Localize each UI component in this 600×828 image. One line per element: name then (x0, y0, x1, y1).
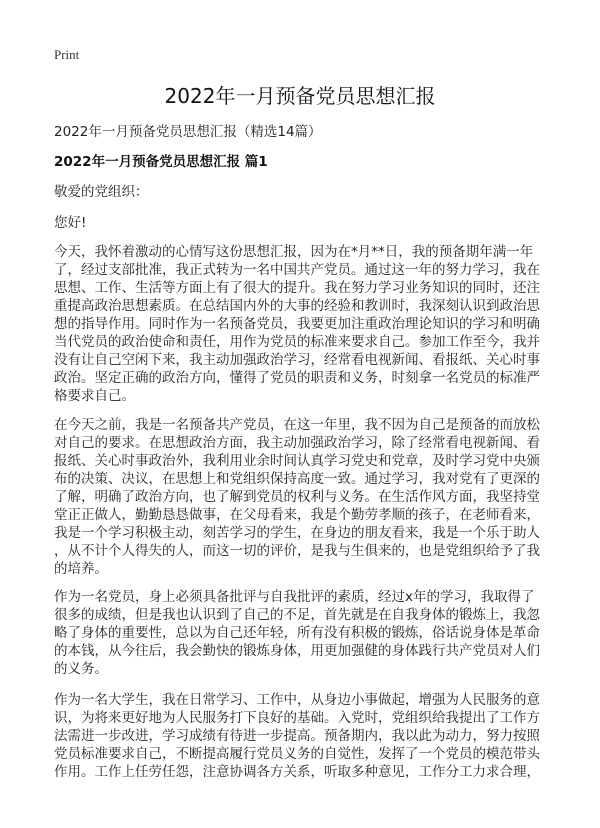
paragraph-line: 作用。工作上任劳任怨，注意协调各方关系，听取多种意见，工作分工力求合理， (54, 764, 540, 780)
paragraph-line: 党员标准要求自己，不断提高履行党员义务的自觉性，发挥了一个党员的模范带头 (54, 746, 540, 762)
paragraph-line: 堂正正做人，勤勤恳恳做事，在父母看来，我是个勤劳孝顺的孩子，在老师看来， (54, 507, 540, 523)
paragraph-line: 思想、工作、生活等方面上有了很大的提升。我在努力学习业务知识的同时，还注 (54, 280, 540, 296)
paragraph-line: 法需进一步改进，学习成绩有待进一步提高。预备期内，我以此为动力，努力按照 (54, 728, 540, 744)
paragraph-line: 在今天之前，我是一名预备共产党员，在这一年里，我不因为自己是预备的而放松 (54, 417, 540, 433)
paragraph-line: 了，经过支部批准，我正式转为一名中国共产党员。通过这一年的努力学习，我在 (54, 262, 540, 278)
paragraph-line: 格要求自己。 (54, 388, 135, 404)
paragraph-3 (54, 588, 540, 678)
paragraph-line: 很多的成绩，但是我也认识到了自己的不足，首先就是在自我身体的锻炼上，我忽 (54, 607, 540, 623)
paragraph-line: 政治。坚定正确的政治方向，懂得了党员的职责和义务，时刻拿一名党员的标准严 (54, 370, 540, 386)
paragraph-line: 布的决策、决议，在思想上和党组织保持高度一致。通过学习，我对党有了更深的 (54, 471, 540, 487)
paragraph-line: 当代党员的政治使命和责任，用作为党员的标准来要求自己。参加工作至今，我并 (54, 334, 540, 350)
section-heading: 2022年一月预备党员思想汇报 篇1 (54, 154, 268, 170)
paragraph-line: 的培养。 (54, 561, 108, 577)
salutation: 敬爱的党组织： (54, 184, 149, 200)
paragraph-line: 的本钱，从今往后，我会勤快的锻炼身体，用更加强健的身体践行共产党员对人们 (54, 643, 540, 659)
paragraph-line: ，从不计个人得失的人，而这一切的评价，是我与生俱来的，也是党组织给予了我 (54, 543, 540, 559)
paragraph-line: 重提高政治思想素质。在总结国内外的大事的经验和教训时，我深刻认识到政治思 (54, 298, 540, 314)
paragraph-4 (54, 691, 540, 781)
greeting: 您好! (54, 215, 87, 231)
paragraph-line: 识，为将来更好地为人民服务打下良好的基础。入党时，党组织给我提出了工作方 (54, 710, 540, 726)
paragraph-line: 略了身体的重要性，总以为自己还年轻，所有没有积极的锻炼，俗话说身体是革命 (54, 625, 540, 641)
paragraph-line: 想的指导作用。同时作为一名预备党员，我要更加注重政治理论知识的学习和明确 (54, 316, 540, 332)
document-subtitle: 2022年一月预备党员思想汇报（精选14篇） (54, 124, 322, 140)
paragraph-line: 没有让自己空闲下来，我主动加强政治学习，经常看电视新闻、看报纸、关心时事 (54, 352, 540, 368)
paragraph-line: 了解，明确了政治方向，也了解到党员的权利与义务。在生活作风方面，我坚持堂 (54, 489, 540, 505)
paragraph-2 (54, 416, 540, 578)
paragraph-line: 作为一名党员，身上必须具备批评与自我批评的素质，经过x年的学习，我取得了 (54, 589, 535, 605)
paragraph-line: 报纸、关心时事政治外，我利用业余时间认真学习党史和党章，及时学习党中央颁 (54, 453, 540, 469)
paragraph-line: 今天，我怀着激动的心情写这份思想汇报，因为在*月**日，我的预备期年满一年 (54, 244, 534, 260)
print-link[interactable]: Print (54, 47, 80, 62)
paragraph-line: 对自己的要求。在思想政治方面，我主动加强政治学习，除了经常看电视新闻、看 (54, 435, 540, 451)
paragraph-1 (54, 243, 540, 405)
paragraph-line: 我是一个学习积极主动，刻苦学习的学生，在身边的朋友看来，我是一个乐于助人 (54, 525, 540, 541)
paragraph-line: 作为一名大学生，我在日常学习、工作中，从身边小事做起，增强为人民服务的意 (54, 692, 540, 708)
paragraph-line: 的义务。 (54, 661, 108, 677)
page-title: 2022年一月预备党员思想汇报 (164, 84, 436, 108)
